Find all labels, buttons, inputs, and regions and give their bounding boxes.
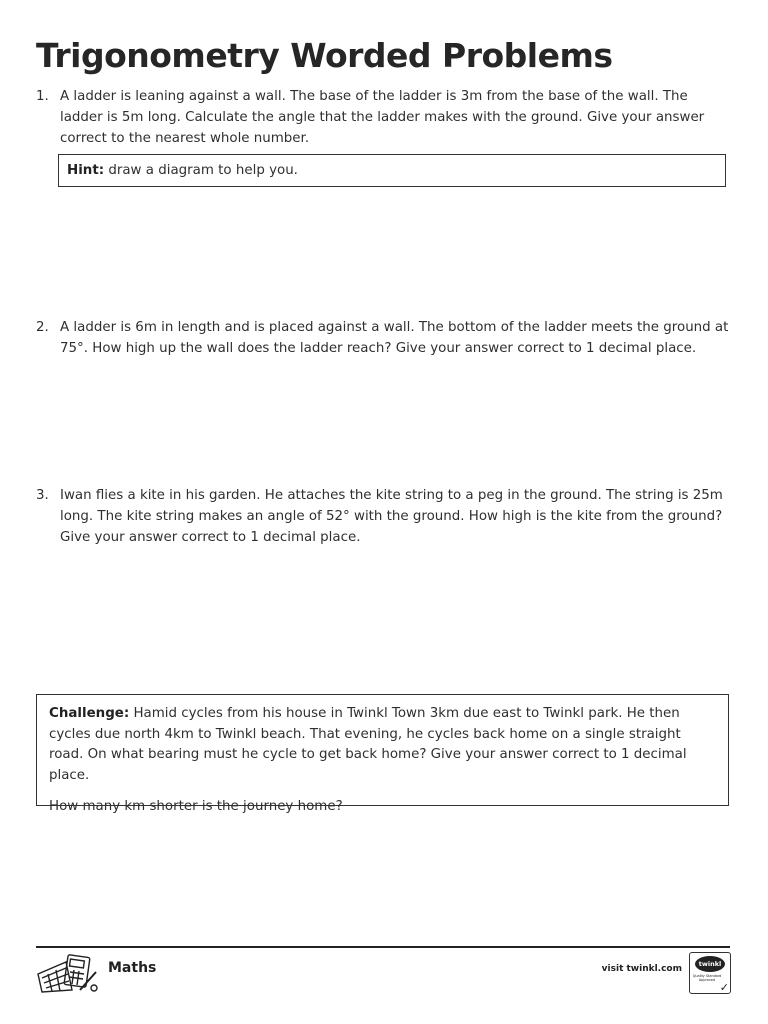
challenge-label: Challenge: — [49, 706, 130, 721]
question-2 — [36, 317, 732, 359]
question-number: 2. — [36, 320, 49, 335]
hint-text: draw a diagram to help you. — [104, 163, 298, 178]
badge-text: Quality Standard Approved — [692, 974, 722, 983]
challenge-question: How many km shorter is the journey home? — [49, 799, 343, 814]
challenge-text: Hamid cycles from his house in Twinkl Town 3km due east to Twinkl park. He then cycles due north 4km to Twinkl beach. That evening, he cycles back home on a single straight road. On what bearing must he cycle to get back home? Give your answer correct to 1 decimal place. — [49, 706, 687, 783]
footer-link[interactable]: visit twinkl.com — [601, 964, 682, 974]
question-3 — [36, 485, 732, 548]
footer-divider — [36, 946, 730, 948]
challenge-box — [36, 694, 729, 814]
challenge-paragraph — [49, 704, 717, 786]
question-1 — [36, 86, 732, 149]
question-number: 1. — [36, 89, 49, 104]
question-text: A ladder is leaning against a wall. The base of the ladder is 3m from the base of the wall. The ladder is 5m long. Calculate the angle that the ladder makes with the ground. Give your answer correct to the nearest whole number. — [60, 89, 705, 146]
twinkl-logo: twinkl — [695, 956, 725, 972]
question-text: A ladder is 6m in length and is placed against a wall. The bottom of the ladder meets the ground at 75°. How high up the wall does the ladder reach? Give your answer correct to 1 decimal place. — [60, 320, 729, 356]
question-number: 3. — [36, 488, 49, 503]
checkmark-icon: ✓ — [719, 981, 729, 994]
quality-standard-badge — [689, 952, 731, 994]
page-title: Trigonometry Worded Problems — [36, 36, 613, 75]
hint-box — [58, 154, 726, 187]
hint-label: Hint: — [67, 163, 105, 178]
calculator-and-ruler-icon — [36, 952, 100, 994]
question-text: Iwan flies a kite in his garden. He attaches the kite string to a peg in the ground. The string is 25m long. The kite string makes an angle of 52° with the ground. How high is the kite from the ground? Give your answer correct to 1 decimal place. — [60, 488, 723, 545]
footer-subject: Maths — [108, 960, 157, 976]
